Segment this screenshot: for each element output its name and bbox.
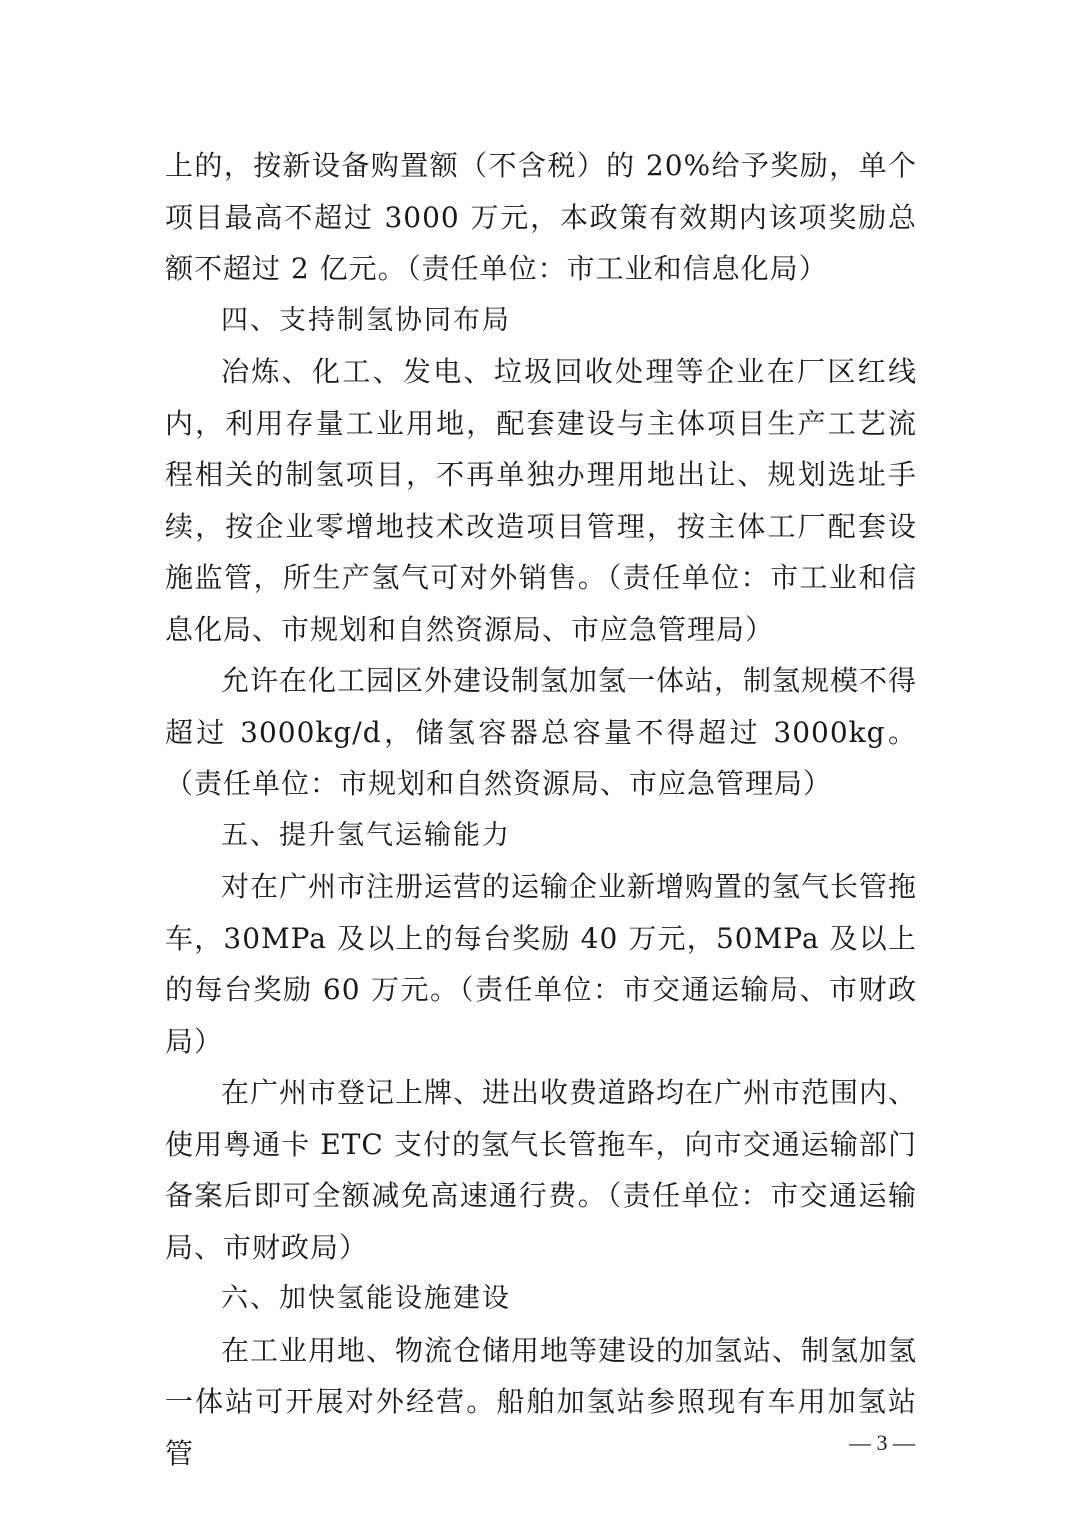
section-heading-5: 五、提升氢气运输能力: [221, 819, 511, 851]
section-heading-6: 六、加快氢能设施建设: [221, 1283, 511, 1314]
page-number: — 3 —: [849, 1430, 915, 1455]
paragraph-hydrogen-production: 冶炼、化工、发电、垃圾回收处理等企业在厂区红线内，利用存量工业用地，配套建设与主体项目生产工艺流程相关的制氢项目，不再单独办理用地出让、规划选址手续，按企业零增地技术改造项目管理，按主体工厂配套设施监管，所生产氢气可对外销售。（责任单位：市工业和信息化局、市规划和自然资源局、市应急管理局）: [165, 355, 917, 646]
paragraph-integrated-station: 允许在化工园区外建设制氢加氢一体站，制氢规模不得超过 3000kg/d，储氢容器总容量不得超过 3000kg。（责任单位：市规划和自然资源局、市应急管理局）: [165, 664, 918, 800]
paragraph-continuation: 上的，按新设备购置额（不含税）的 20%给予奖励，单个项目最高不超过 3000 万元，本政策有效期内该项奖励总额不超过 2 亿元。（责任单位：市工业和信息化局）: [165, 149, 917, 285]
section-heading-4: 四、支持制氢协同布局: [221, 304, 511, 336]
paragraph-toll-exemption: 在广州市登记上牌、进出收费道路均在广州市范围内、使用粤通卡 ETC 支付的氢气长管拖车，向市交通运输部门备案后即可全额减免高速通行费。（责任单位：市交通运输局、市财政局）: [165, 1076, 918, 1264]
paragraph-tube-trailer-reward: 对在广州市注册运营的运输企业新增购置的氢气长管拖车，30MPa 及以上的每台奖励 40 万元，50MPa 及以上的每台奖励 60 万元。（责任单位：市交通运输局、市财政局）: [165, 870, 918, 1058]
paragraph-station-operation: 在工业用地、物流仓储用地等建设的加氢站、制氢加氢一体站可开展对外经营。船舶加氢站参照现有车用加氢站管: [165, 1333, 918, 1470]
document-page: [165, 140, 917, 1479]
